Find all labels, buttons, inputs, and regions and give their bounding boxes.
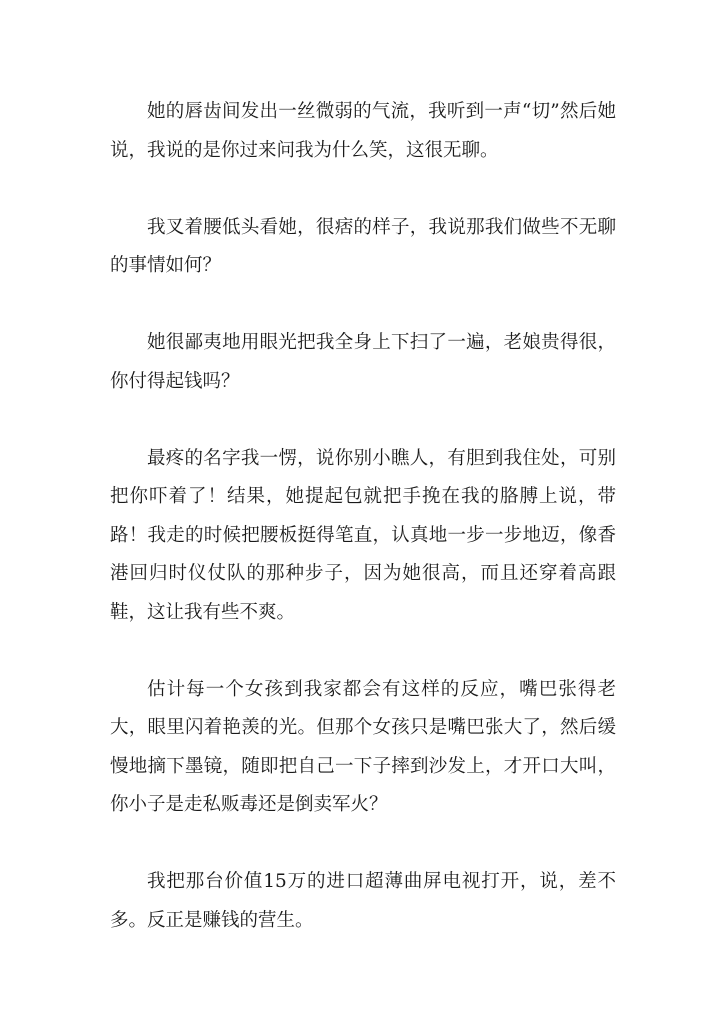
paragraph-1: 她的唇齿间发出一丝微弱的气流，我听到一声“切”然后她说，我说的是你过来问我为什么笑，这很无聊。 [110, 101, 616, 161]
paragraph-3: 她很鄙夷地用眼光把我全身上下扫了一遍，老娘贵得很，你付得起钱吗？ [110, 332, 616, 392]
document-body [110, 93, 616, 940]
paragraph-4: 最疼的名字我一愣，说你别小瞧人，有胆到我住处，可别把你吓着了！结果，她提起包就把手挽在我的胳膊上说，带路！我走的时候把腰板挺得笔直，认真地一步一步地迈，像香港回归时仪仗队的那种步子，因为她很高，而且还穿着高跟鞋，这让我有些不爽。 [110, 447, 616, 623]
paragraph-2: 我叉着腰低头看她，很痞的样子，我说那我们做些不无聊的事情如何？ [110, 216, 616, 276]
paragraph-5: 估计每一个女孩到我家都会有这样的反应，嘴巴张得老大，眼里闪着艳羡的光。但那个女孩只是嘴巴张大了，然后缓慢地摘下墨镜，随即把自己一下子摔到沙发上，才开口大叫，你小子是走私贩毒还是倒卖军火？ [110, 678, 616, 815]
paragraph-6: 我把那台价值15万的进口超薄曲屏电视打开，说，差不多。反正是赚钱的营生。 [110, 871, 616, 931]
